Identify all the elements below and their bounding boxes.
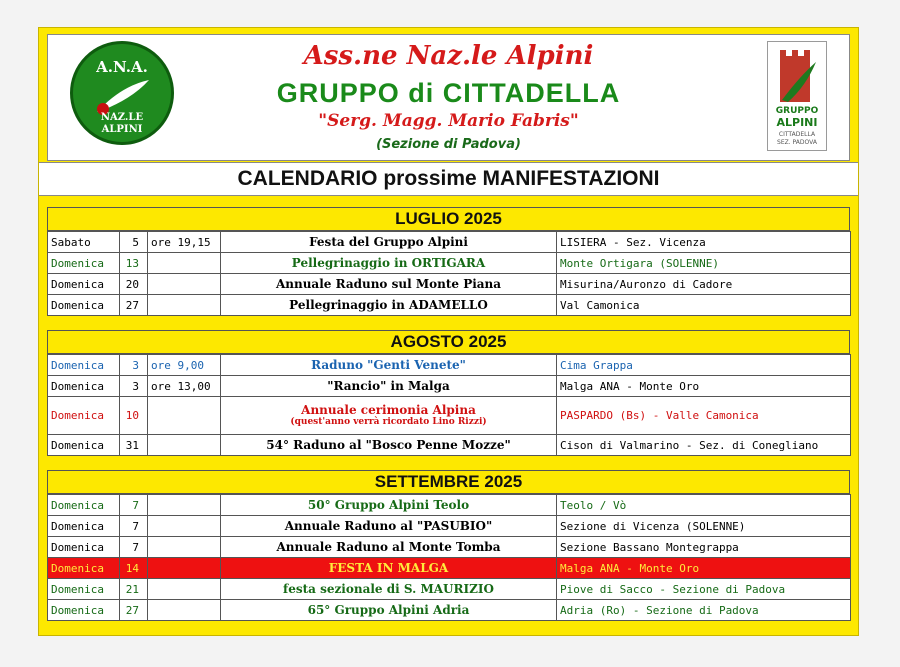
table-row xyxy=(48,600,851,621)
events-table xyxy=(47,354,851,456)
table-row xyxy=(48,253,851,274)
event-cell: 54° Raduno al "Bosco Penne Mozze" xyxy=(221,435,557,456)
day-cell: Domenica xyxy=(48,295,120,316)
place-cell: Cison di Valmarino - Sez. di Conegliano xyxy=(557,435,851,456)
event-cell: FESTA IN MALGA xyxy=(221,558,557,579)
event-cell: Annuale Raduno al Monte Tomba xyxy=(221,537,557,558)
date-cell: 10 xyxy=(120,397,148,435)
time-cell: ore 19,15 xyxy=(148,232,221,253)
date-cell: 14 xyxy=(120,558,148,579)
time-cell: ore 13,00 xyxy=(148,376,221,397)
place-cell: LISIERA - Sez. Vicenza xyxy=(557,232,851,253)
group-name: GRUPPO di CITTADELLA xyxy=(276,78,621,108)
time-cell xyxy=(148,558,221,579)
place-cell: Adria (Ro) - Sezione di Padova xyxy=(557,600,851,621)
place-cell: Malga ANA - Monte Oro xyxy=(557,376,851,397)
day-cell: Domenica xyxy=(48,376,120,397)
month-header: LUGLIO 2025 xyxy=(47,207,850,231)
events-table xyxy=(47,231,851,316)
date-cell: 3 xyxy=(120,376,148,397)
time-cell xyxy=(148,495,221,516)
month-header: AGOSTO 2025 xyxy=(47,330,850,354)
date-cell: 13 xyxy=(120,253,148,274)
logo-right-line2: ALPINI xyxy=(776,116,818,129)
day-cell: Domenica xyxy=(48,558,120,579)
group-dedication: "Serg. Magg. Mario Fabris" xyxy=(318,111,579,131)
date-cell: 7 xyxy=(120,495,148,516)
event-cell: Raduno "Genti Venete" xyxy=(221,355,557,376)
place-cell: Teolo / Vò xyxy=(557,495,851,516)
day-cell: Domenica xyxy=(48,397,120,435)
day-cell: Domenica xyxy=(48,516,120,537)
tower-icon xyxy=(776,46,818,104)
table-row xyxy=(48,295,851,316)
event-cell: 50° Gruppo Alpini Teolo xyxy=(221,495,557,516)
time-cell xyxy=(148,397,221,435)
day-cell: Domenica xyxy=(48,355,120,376)
time-cell xyxy=(148,600,221,621)
events-table xyxy=(47,494,851,621)
page-title: CALENDARIO prossime MANIFESTAZIONI xyxy=(39,162,858,196)
event-cell: festa sezionale di S. MAURIZIO xyxy=(221,579,557,600)
table-row xyxy=(48,274,851,295)
date-cell: 7 xyxy=(120,516,148,537)
place-cell: Sezione di Vicenza (SOLENNE) xyxy=(557,516,851,537)
date-cell: 7 xyxy=(120,537,148,558)
table-row xyxy=(48,397,851,435)
month-section-september xyxy=(47,470,850,621)
logo-right-line3: CITTADELLA xyxy=(778,131,816,138)
month-section-august xyxy=(47,330,850,456)
date-cell: 21 xyxy=(120,579,148,600)
place-cell: PASPARDO (Bs) - Valle Camonica xyxy=(557,397,851,435)
event-cell: 65° Gruppo Alpini Adria xyxy=(221,600,557,621)
date-cell: 27 xyxy=(120,600,148,621)
logo-left-bottom: ALPINI xyxy=(101,124,143,135)
table-row xyxy=(48,537,851,558)
time-cell xyxy=(148,274,221,295)
header xyxy=(47,34,850,161)
day-cell: Domenica xyxy=(48,537,120,558)
logo-right-line1: GRUPPO xyxy=(775,106,819,116)
date-cell: 5 xyxy=(120,232,148,253)
month-header: SETTEMBRE 2025 xyxy=(47,470,850,494)
event-cell: Pellegrinaggio in ORTIGARA xyxy=(221,253,557,274)
day-cell: Domenica xyxy=(48,600,120,621)
place-cell: Sezione Bassano Montegrappa xyxy=(557,537,851,558)
place-cell: Monte Ortigara (SOLENNE) xyxy=(557,253,851,274)
time-cell xyxy=(148,579,221,600)
table-row xyxy=(48,579,851,600)
place-cell: Piove di Sacco - Sezione di Padova xyxy=(557,579,851,600)
table-row xyxy=(48,232,851,253)
table-row xyxy=(48,435,851,456)
table-row xyxy=(48,355,851,376)
event-cell xyxy=(221,397,557,435)
event-subtitle: (quest'anno verrà ricordato Lino Rizzi) xyxy=(290,417,487,427)
event-cell: Pellegrinaggio in ADAMELLO xyxy=(221,295,557,316)
date-cell: 31 xyxy=(120,435,148,456)
day-cell: Domenica xyxy=(48,253,120,274)
day-cell: Sabato xyxy=(48,232,120,253)
time-cell xyxy=(148,253,221,274)
month-section-july xyxy=(47,207,850,316)
day-cell: Domenica xyxy=(48,579,120,600)
day-cell: Domenica xyxy=(48,435,120,456)
date-cell: 3 xyxy=(120,355,148,376)
event-cell: Festa del Gruppo Alpini xyxy=(221,232,557,253)
date-cell: 27 xyxy=(120,295,148,316)
calendar-poster xyxy=(38,27,859,636)
logo-left-mid: NAZ.LE xyxy=(100,112,144,123)
table-row xyxy=(48,516,851,537)
time-cell xyxy=(148,516,221,537)
day-cell: Domenica xyxy=(48,495,120,516)
table-row xyxy=(48,495,851,516)
logo-right-line4: SEZ. PADOVA xyxy=(777,139,817,146)
event-cell: "Rancio" in Malga xyxy=(221,376,557,397)
event-title: Annuale cerimonia Alpina xyxy=(301,403,476,417)
event-cell: Annuale Raduno al "PASUBIO" xyxy=(221,516,557,537)
time-cell: ore 9,00 xyxy=(148,355,221,376)
time-cell xyxy=(148,435,221,456)
cittadella-logo xyxy=(767,41,827,151)
table-row xyxy=(48,558,851,579)
table-row xyxy=(48,376,851,397)
place-cell: Val Camonica xyxy=(557,295,851,316)
place-cell: Misurina/Auronzo di Cadore xyxy=(557,274,851,295)
logo-left-top: A.N.A. xyxy=(96,58,148,76)
place-cell: Malga ANA - Monte Oro xyxy=(557,558,851,579)
place-cell: Cima Grappa xyxy=(557,355,851,376)
event-cell: Annuale Raduno sul Monte Piana xyxy=(221,274,557,295)
day-cell: Domenica xyxy=(48,274,120,295)
time-cell xyxy=(148,537,221,558)
section-name: (Sezione di Padova) xyxy=(376,137,521,152)
association-name: Ass.ne Naz.le Alpini xyxy=(303,41,594,71)
time-cell xyxy=(148,295,221,316)
date-cell: 20 xyxy=(120,274,148,295)
